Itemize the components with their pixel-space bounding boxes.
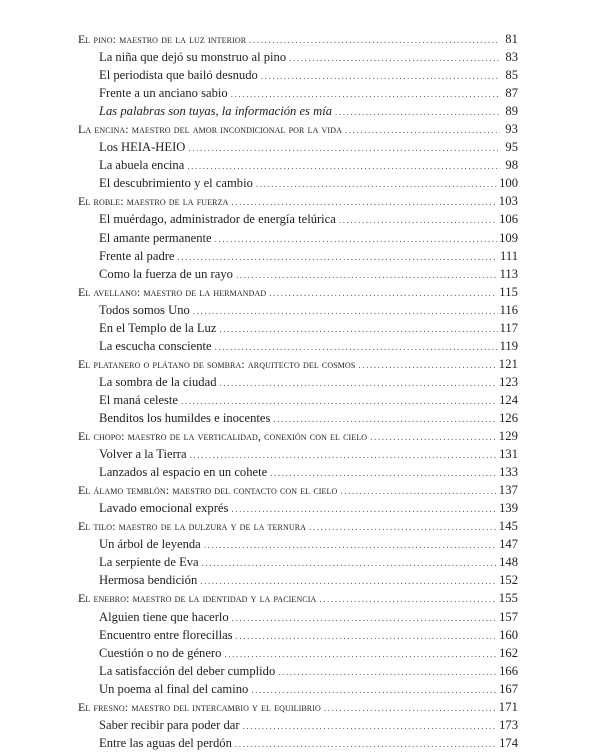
toc-chapter-entry — [78, 698, 518, 716]
section-title: La sombra de la ciudad — [99, 374, 217, 389]
chapter-title: El fresno: maestro del intercambio y el equilibrio — [78, 699, 321, 714]
section-title: Lavado emocional exprés — [99, 501, 229, 516]
page-number: 157 — [499, 609, 518, 624]
page-number: 83 — [505, 50, 518, 65]
section-title: La niña que dejó su monstruo al pino — [99, 50, 287, 65]
toc-section-entry — [78, 229, 518, 247]
toc-section-entry — [78, 409, 518, 427]
page-number: 167 — [499, 681, 518, 696]
section-title: En el Templo de la Luz — [99, 320, 217, 335]
toc-section-entry — [78, 445, 518, 463]
page-number: 137 — [498, 483, 518, 498]
chapter-title: El álamo temblón: maestro del contacto con el cielo — [78, 483, 338, 498]
toc-section-entry — [78, 247, 518, 265]
dot-leader — [202, 554, 497, 572]
section-title: El descubrimiento y el cambio — [99, 176, 253, 191]
toc-section-entry — [78, 608, 518, 626]
page-number: 113 — [499, 266, 518, 281]
section-title: Un poema al final del camino — [99, 681, 249, 696]
dot-leader — [251, 681, 497, 699]
toc-section-entry — [78, 48, 518, 66]
dot-leader — [269, 284, 497, 302]
page-number: 139 — [499, 501, 518, 516]
toc-section-entry — [78, 66, 518, 84]
dot-leader — [358, 356, 496, 374]
dot-leader — [278, 663, 497, 681]
toc-section-entry — [78, 174, 518, 192]
dot-leader — [188, 139, 500, 157]
dot-leader — [219, 320, 497, 338]
toc-section-entry — [78, 463, 518, 481]
page-number: 106 — [499, 212, 518, 227]
page-number: 171 — [498, 699, 518, 714]
page-number: 109 — [499, 230, 518, 245]
toc-section-entry — [78, 265, 518, 283]
dot-leader — [335, 103, 500, 121]
section-title: El periodista que bailó desnudo — [99, 68, 258, 83]
section-title: La satisfacción del deber cumplido — [99, 663, 276, 678]
section-title: Encuentro entre florecillas — [99, 627, 233, 642]
dot-leader — [339, 211, 497, 229]
dot-leader — [232, 609, 497, 627]
dot-leader — [309, 518, 497, 536]
dot-leader — [193, 302, 498, 320]
section-title: La escucha consciente — [99, 338, 212, 353]
page-number: 119 — [499, 338, 518, 353]
dot-leader — [204, 536, 497, 554]
toc-section-entry — [78, 680, 518, 698]
dot-leader — [249, 31, 500, 49]
toc-section-entry — [78, 626, 518, 644]
toc-section-entry — [78, 391, 518, 409]
section-title: Todos somos Uno — [99, 302, 190, 317]
dot-leader — [243, 717, 498, 735]
section-title: Entre las aguas del perdón — [99, 735, 232, 750]
toc-section-entry — [78, 734, 518, 752]
toc-section-entry — [78, 319, 518, 337]
page-number: 123 — [499, 374, 518, 389]
section-title: Volver a la Tierra — [99, 447, 187, 462]
dot-leader — [220, 374, 498, 392]
dot-leader — [340, 482, 496, 500]
chapter-title: El avellano: maestro de la hermandad — [78, 284, 267, 299]
page-number: 152 — [499, 573, 518, 588]
toc-section-entry — [78, 553, 518, 571]
section-title: Benditos los humildes e inocentes — [99, 410, 271, 425]
dot-leader — [224, 645, 497, 663]
toc-section-entry — [78, 102, 518, 120]
dot-leader — [235, 735, 497, 753]
dot-leader — [345, 121, 500, 139]
toc-section-entry — [78, 499, 518, 517]
chapter-title: El platanero o plátano de sombra: arquitecto del cosmos — [78, 356, 356, 371]
page-number: 103 — [498, 194, 518, 209]
toc-chapter-entry — [78, 192, 518, 210]
toc-chapter-entry — [78, 355, 518, 373]
dot-leader — [231, 85, 500, 103]
section-title: Frente a un anciano sabio — [99, 86, 228, 101]
page-number: 129 — [498, 429, 518, 444]
dot-leader — [319, 590, 496, 608]
page-number: 166 — [499, 663, 518, 678]
section-title: La serpiente de Eva — [99, 555, 199, 570]
dot-leader — [236, 627, 498, 645]
section-title: El amante permanente — [99, 230, 212, 245]
page-number: 145 — [498, 519, 518, 534]
page-number: 81 — [505, 32, 518, 46]
table-of-contents — [78, 30, 518, 752]
chapter-title: El enebro: maestro de la identidad y la paciencia — [78, 591, 317, 606]
page-number: 160 — [499, 627, 518, 642]
page-number: 85 — [505, 68, 518, 83]
page-number: 121 — [498, 356, 518, 371]
dot-leader — [231, 500, 497, 518]
page-number: 162 — [499, 645, 518, 660]
page-number: 148 — [499, 555, 518, 570]
page-number: 116 — [499, 302, 518, 317]
section-title: Cuestión o no de género — [99, 645, 222, 660]
chapter-title: El pino: maestro de la luz interior — [78, 32, 247, 46]
page-number: 173 — [499, 717, 518, 732]
page-number: 95 — [505, 140, 518, 155]
dot-leader — [270, 464, 497, 482]
dot-leader — [200, 572, 497, 590]
page-number: 117 — [499, 320, 518, 335]
toc-section-entry — [78, 373, 518, 391]
dot-leader — [215, 230, 498, 248]
section-title: Un árbol de leyenda — [99, 537, 201, 552]
page-number: 100 — [499, 176, 518, 191]
toc-section-entry — [78, 84, 518, 102]
chapter-title: El tilo: maestro de la dulzura y de la ternura — [78, 519, 307, 534]
page-number: 126 — [499, 410, 518, 425]
dot-leader — [261, 67, 500, 85]
toc-section-entry — [78, 210, 518, 228]
dot-leader — [181, 392, 497, 410]
page-number: 87 — [505, 86, 518, 101]
section-title: Lanzados al espacio en un cohete — [99, 465, 268, 480]
toc-section-entry — [78, 535, 518, 553]
toc-chapter-entry — [78, 589, 518, 607]
page-number: 115 — [499, 284, 518, 299]
dot-leader — [324, 699, 497, 717]
page-number: 124 — [499, 392, 518, 407]
toc-section-entry — [78, 301, 518, 319]
section-title: El maná celeste — [99, 392, 179, 407]
page-number: 111 — [500, 248, 518, 263]
dot-leader — [231, 193, 496, 211]
page-number: 89 — [505, 104, 518, 119]
toc-chapter-entry — [78, 481, 518, 499]
section-title: Frente al padre — [99, 248, 175, 263]
toc-section-entry — [78, 716, 518, 734]
chapter-title: La encina: maestro del amor incondicional por la vida — [78, 122, 342, 137]
section-title: Hermosa bendición — [99, 573, 198, 588]
dot-leader — [370, 428, 497, 446]
dot-leader — [190, 446, 498, 464]
page-number: 147 — [499, 537, 518, 552]
toc-section-entry — [78, 138, 518, 156]
page-number: 98 — [505, 158, 518, 173]
section-title: Los HEIA-HEIO — [99, 140, 186, 155]
page-number: 131 — [499, 447, 518, 462]
toc-chapter-entry — [78, 120, 518, 138]
section-title: Como la fuerza de un rayo — [99, 266, 233, 281]
page-number: 155 — [498, 591, 518, 606]
section-title: Alguien tiene que hacerlo — [99, 609, 229, 624]
section-title: El muérdago, administrador de energía telúrica — [99, 212, 336, 227]
dot-leader — [256, 175, 497, 193]
toc-section-entry — [78, 571, 518, 589]
page-number: 133 — [499, 465, 518, 480]
dot-leader — [187, 157, 500, 175]
chapter-title: El chopo: maestro de la verticalidad, conexión con el cielo — [78, 429, 368, 444]
dot-leader — [178, 248, 499, 266]
toc-section-entry — [78, 156, 518, 174]
toc-section-entry — [78, 337, 518, 355]
dot-leader — [273, 410, 497, 428]
section-title: Saber recibir para poder dar — [99, 717, 240, 732]
dot-leader — [215, 338, 498, 356]
section-title: La abuela encina — [99, 158, 185, 173]
toc-section-entry — [78, 662, 518, 680]
toc-chapter-entry — [78, 30, 518, 48]
page-number: 93 — [505, 122, 518, 137]
chapter-title: El roble: maestro de la fuerza — [78, 194, 229, 209]
toc-chapter-entry — [78, 517, 518, 535]
dot-leader — [236, 266, 498, 284]
section-title: Las palabras son tuyas, la información es mía — [99, 104, 332, 119]
toc-section-entry — [78, 644, 518, 662]
dot-leader — [289, 49, 500, 67]
page-number: 174 — [499, 735, 518, 750]
toc-chapter-entry — [78, 427, 518, 445]
toc-chapter-entry — [78, 283, 518, 301]
